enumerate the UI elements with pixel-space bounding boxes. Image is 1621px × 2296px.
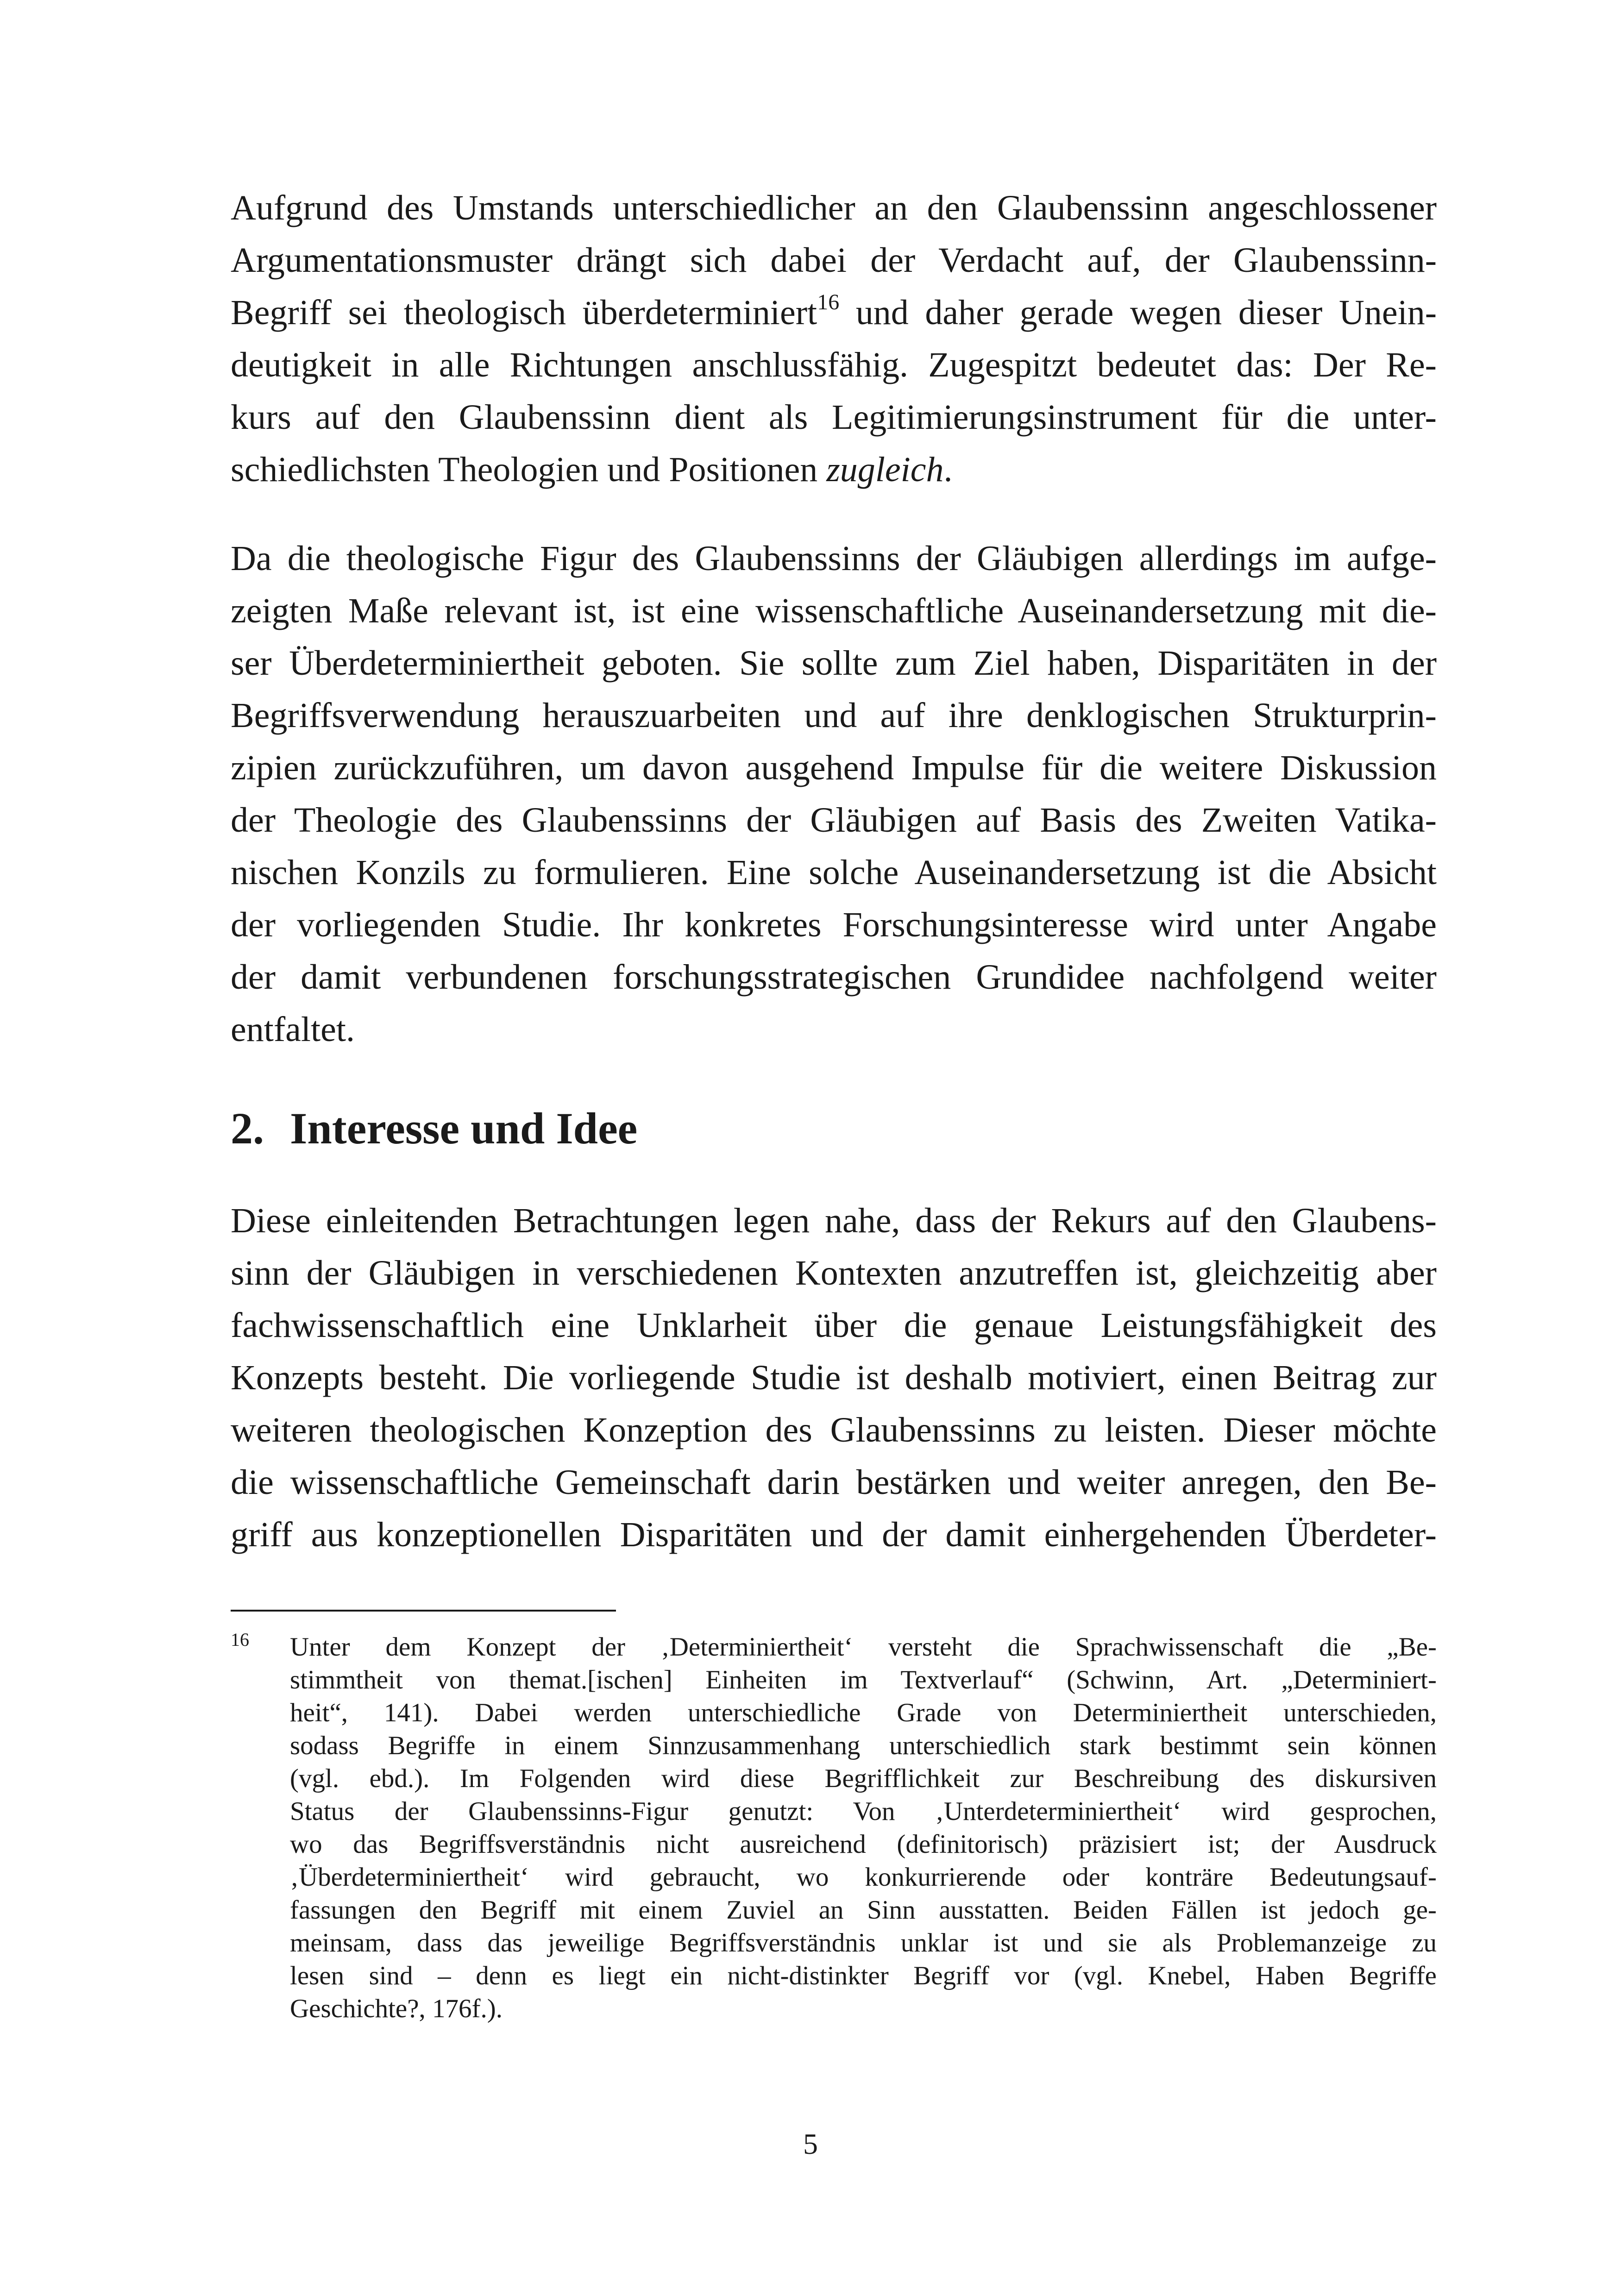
paragraph-line (231, 287, 1437, 339)
footnote-line: Status der Glaubenssinns-Figur genutzt: Von ‚Unterdeterminiertheit‘ wird gesprochen, (290, 1797, 1437, 1826)
paragraph-2-text (231, 533, 1437, 1056)
footnote-line: wo das Begriffsverständnis nicht ausreichend (definitorisch) präzisiert ist; der Ausdruck (290, 1830, 1437, 1859)
paragraph-line: zeigten Maße relevant ist, ist eine wissenschaftliche Auseinandersetzung mit die- (231, 591, 1437, 630)
paragraph-line: die wissenschaftliche Gemeinschaft darin bestärken und weiter anregen, den Be- (231, 1463, 1437, 1502)
footnote (231, 1631, 1437, 2025)
footnote-line: Unter dem Konzept der ‚Determiniertheit‘ versteht die Sprachwissenschaft die „Be- (290, 1632, 1437, 1662)
page-number: 5 (803, 2127, 818, 2160)
paragraph-line: entfaltet. (231, 1010, 355, 1049)
paragraph-line: sinn der Gläubigen in verschiedenen Kontexten anzutreffen ist, gleichzeitig aber (231, 1254, 1437, 1292)
paragraph-line: zipien zurückzuführen, um davon ausgehend Impulse für die weitere Diskussion (231, 748, 1437, 787)
paragraph-line: Aufgrund des Umstands unterschiedlicher an den Glaubenssinn angeschlossener (231, 188, 1437, 227)
paragraph-line-segment: . (943, 450, 953, 489)
paragraph-line: deutigkeit in alle Richtungen anschlussfähig. Zugespitzt bedeutet das: Der Re- (231, 345, 1437, 384)
paragraph-line: fachwissenschaftlich eine Unklarheit über die genaue Leistungsfähigkeit des (231, 1306, 1437, 1345)
paragraph-line: der vorliegenden Studie. Ihr konkretes Forschungsinteresse wird unter Angabe (231, 905, 1437, 944)
paragraph-line: Da die theologische Figur des Glaubenssinns der Gläubigen allerdings im aufge- (231, 539, 1437, 578)
paragraph-line: nischen Konzils zu formulieren. Eine solche Auseinandersetzung ist die Absicht (231, 853, 1437, 892)
footnote-line: sodass Begriffe in einem Sinnzusammenhang unterschiedlich stark bestimmt sein können (290, 1731, 1437, 1760)
paragraph-1-text (231, 182, 1437, 496)
footnote-line: meinsam, dass das jeweilige Begriffsverständnis unklar ist und sie als Problemanzeige zu (290, 1928, 1437, 1957)
paragraph-line: der damit verbundenen forschungsstrategischen Grundidee nachfolgend weiter (231, 958, 1437, 997)
paragraph-line: griff aus konzeptionellen Disparitäten und der damit einhergehenden Überdeter- (231, 1515, 1437, 1554)
footnote-separator (231, 1610, 616, 1612)
section-heading (231, 1098, 637, 1159)
footnote-line: Geschichte?, 176f.). (290, 1994, 503, 2023)
footnote-number: 16 (231, 1629, 249, 1650)
footnote-line: ‚Überdeterminiertheit‘ wird gebraucht, wo konkurrierende oder konträre Bedeutungsauf- (290, 1863, 1437, 1892)
footnote-line: (vgl. ebd.). Im Folgenden wird diese Begrifflichkeit zur Beschreibung des diskursiven (290, 1764, 1437, 1793)
paragraph-line: kurs auf den Glaubenssinn dient als Legitimierungsinstrument für die unter- (231, 398, 1437, 437)
footnote-reference: 16 (817, 289, 840, 314)
paragraph-line: weiteren theologischen Konzeption des Glaubenssinns zu leisten. Dieser möchte (231, 1411, 1437, 1449)
paragraph-line: Argumentationsmuster drängt sich dabei der Verdacht auf, der Glaubenssinn- (231, 241, 1437, 280)
footnote-line: fassungen den Begriff mit einem Zuviel an Sinn ausstatten. Beiden Fällen ist jedoch ge- (290, 1895, 1437, 1925)
paragraph-line: Diese einleitenden Betrachtungen legen nahe, dass der Rekurs auf den Glaubens- (231, 1201, 1437, 1240)
paragraph-line: Begriffsverwendung herauszuarbeiten und auf ihre denklogischen Strukturprin- (231, 696, 1437, 735)
paragraph-line: der Theologie des Glaubenssinns der Gläubigen auf Basis des Zweiten Vatika- (231, 801, 1437, 840)
section-title: Interesse und Idee (290, 1104, 638, 1153)
paragraph-line-segment: und daher gerade wegen dieser Unein- (839, 293, 1437, 332)
paragraph-line-segment: schiedlichsten Theologien und Positionen (231, 450, 827, 489)
paragraph-line: ser Überdeterminiertheit geboten. Sie sollte zum Ziel haben, Disparitäten in der (231, 644, 1437, 683)
footnote-line: stimmtheit von themat.[ischen] Einheiten im Textverlauf“ (Schwinn, Art. „Determiniert- (290, 1665, 1437, 1694)
paragraph-line: Konzepts besteht. Die vorliegende Studie ist deshalb motiviert, einen Beitrag zur (231, 1358, 1437, 1397)
footnote-line: heit“, 141). Dabei werden unterschiedliche Grade von Determiniertheit unterschieden, (290, 1698, 1437, 1727)
paragraph-3-text (231, 1195, 1437, 1561)
italic-emphasis: zugleich (826, 450, 944, 489)
section-number: 2. (231, 1104, 264, 1153)
paragraph-3 (231, 1195, 1437, 1561)
paragraph-line (231, 444, 1437, 496)
paragraph-1 (231, 182, 1437, 496)
footnote-text (290, 1631, 1437, 2025)
footnote-line: lesen sind – denn es liegt ein nicht-distinkter Begriff vor (vgl. Knebel, Haben Begriffe (290, 1961, 1437, 1990)
paragraph-line-segment: Begriff sei theologisch überdeterminiert (231, 293, 817, 332)
paragraph-2 (231, 533, 1437, 1056)
